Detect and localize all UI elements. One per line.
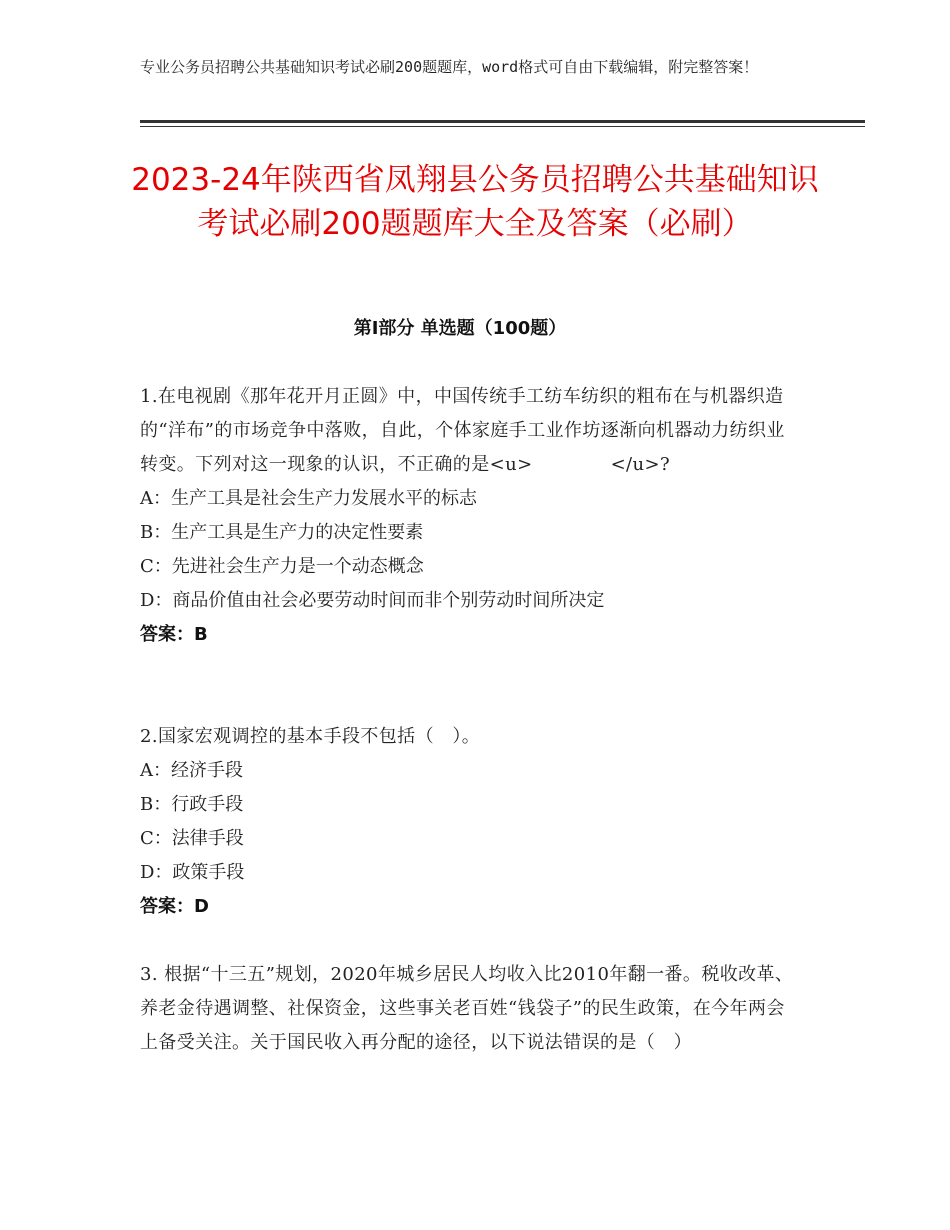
option-a: A：生产工具是社会生产力发展水平的标志 [140,488,477,509]
header-divider-thick [140,120,865,123]
document-title: 2023-24年陕西省凤翔县公务员招聘公共基础知识考试必刷200题题库大全及答案（必刷） [131,162,819,242]
option-c: C：先进社会生产力是一个动态概念 [140,556,424,577]
header-note: 专业公务员招聘公共基础知识考试必刷200题题库，word格式可自由下载编辑，附完整答案！ [140,58,759,76]
question-2 [140,720,800,924]
question-1 [140,380,800,652]
answer: 答案：D [140,896,209,917]
underline-close-tag: </u>? [610,454,671,475]
underline-open-tag: <u> [489,454,533,475]
option-b: B：生产工具是生产力的决定性要素 [140,522,424,543]
option-d: D：商品价值由社会必要劳动时间而非个别劳动时间所决定 [140,590,605,611]
option-c: C：法律手段 [140,828,244,849]
question-stem [140,380,800,482]
option-b: B：行政手段 [140,794,244,815]
question-3 [140,958,800,1060]
answer: 答案：B [140,624,208,645]
question-stem: 3. 根据“十三五”规划，2020年城乡居民人均收入比2010年翻一番。税收改革、养老金待遇调整、社保资金，这些事关老百姓“钱袋子”的民生政策，在今年两会上备受关注。关于国民收入再分配的途径，以下说法错误的是（ ） [140,964,794,1053]
question-stem-text: 1.在电视剧《那年花开月正圆》中，中国传统手工纺车纺织的粗布在与机器织造的“洋布”的市场竞争中落败，自此，个体家庭手工业作坊逐渐向机器动力纺织业转变。下列对这一现象的认识，不正确的是 [140,386,785,475]
option-d: D：政策手段 [140,862,245,883]
section-heading: 第Ⅰ部分 单选题（100题） [353,318,567,339]
option-a: A：经济手段 [140,760,243,781]
question-stem: 2.国家宏观调控的基本手段不包括（ ）。 [140,726,481,747]
header-divider-thin [140,126,865,127]
